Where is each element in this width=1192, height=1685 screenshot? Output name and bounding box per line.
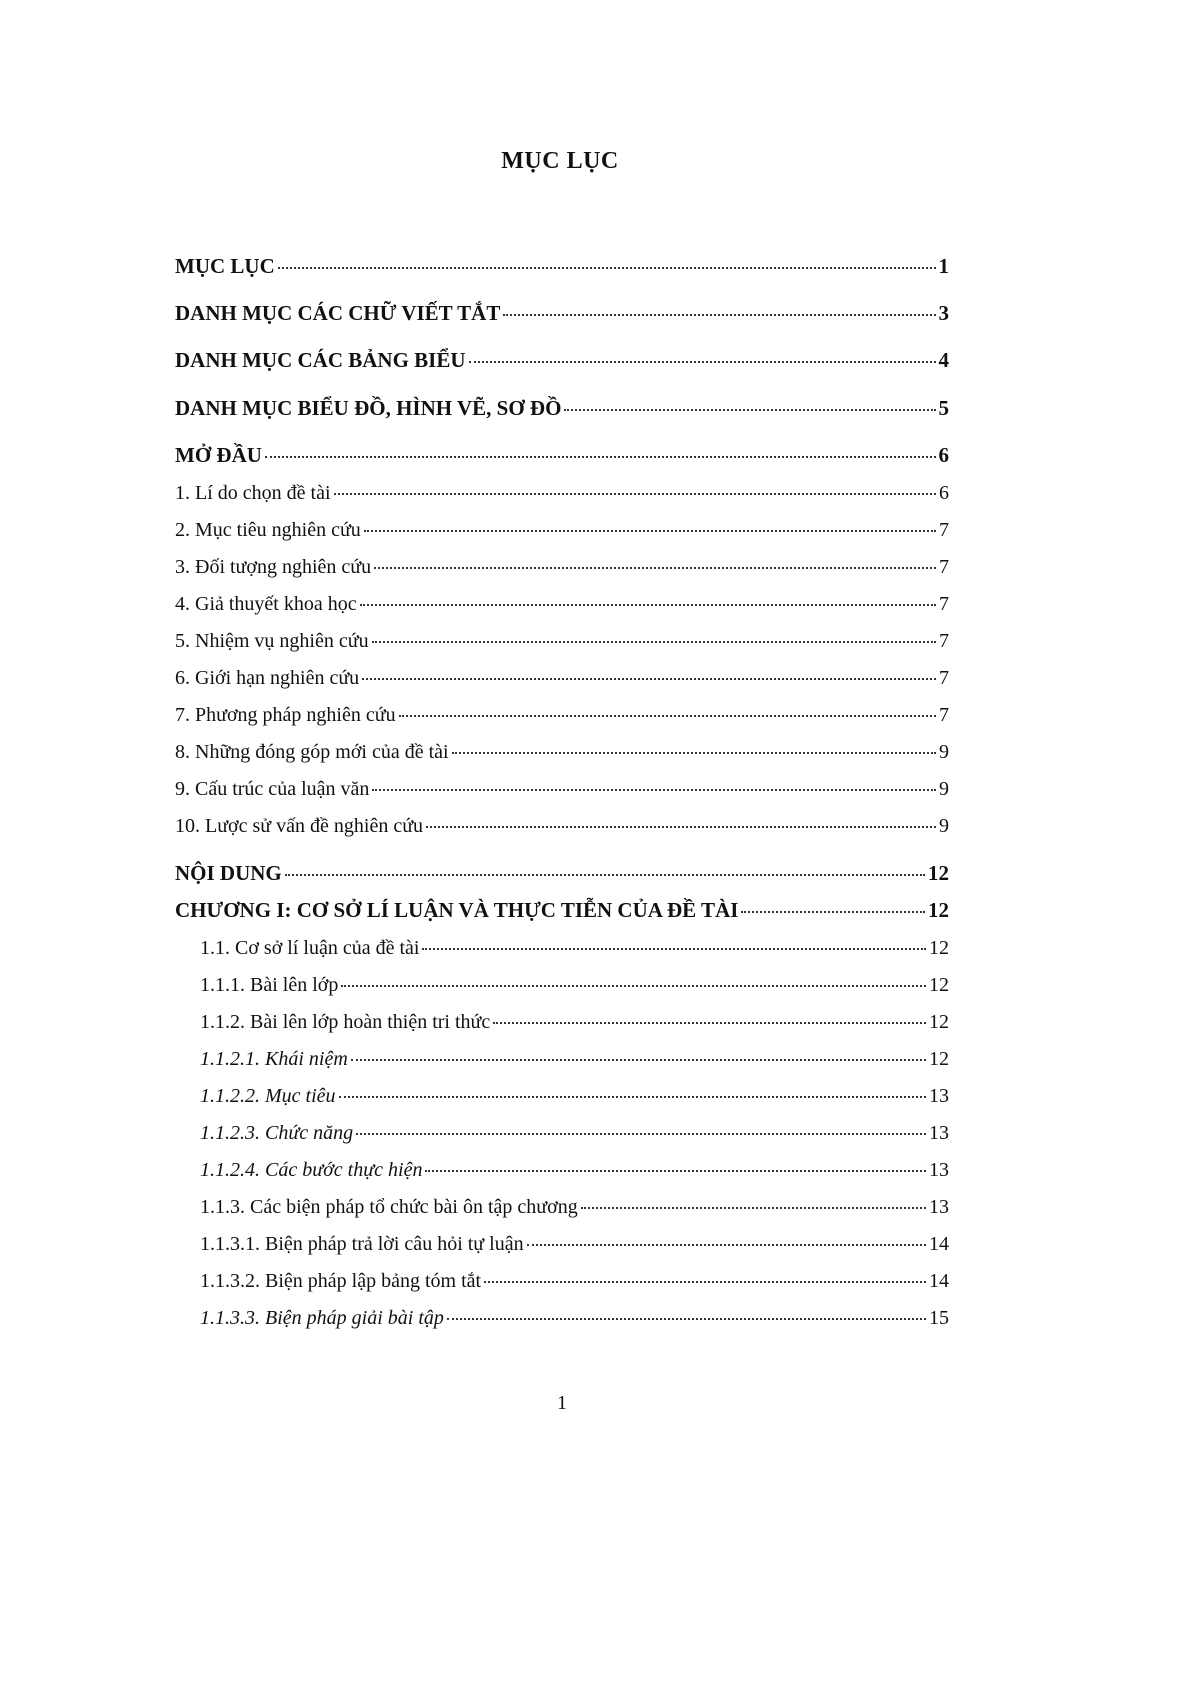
toc-entry-chapter-1[interactable] [175, 898, 949, 922]
toc-entry[interactable] [175, 555, 949, 579]
toc-entry-page: 7 [939, 593, 949, 615]
toc-entry-label: 9. Cấu trúc của luận văn [175, 778, 370, 800]
dot-leader [278, 267, 936, 269]
dot-leader [484, 1281, 926, 1283]
toc-entry-page: 12 [929, 974, 949, 996]
toc-entry[interactable] [200, 1084, 949, 1108]
toc-entry-label: DANH MỤC CÁC BẢNG BIỂU [175, 348, 466, 372]
toc-entry-page: 1 [938, 254, 949, 278]
toc-entry-page: 12 [929, 1011, 949, 1033]
toc-entry[interactable] [200, 1306, 949, 1330]
page-title: MỤC LỤC [501, 148, 619, 174]
toc-entry-content[interactable] [175, 861, 949, 885]
toc-entry[interactable] [200, 936, 949, 960]
toc-entry-label: 1.1.2.4. Các bước thực hiện [200, 1159, 423, 1181]
dot-leader [334, 493, 936, 495]
toc-entry[interactable] [200, 1269, 949, 1293]
dot-leader [452, 752, 936, 754]
toc-entry-label: 8. Những đóng góp mới của đề tài [175, 741, 449, 763]
toc-entry-page: 14 [929, 1270, 949, 1292]
toc-entry[interactable] [175, 592, 949, 616]
dot-leader [741, 911, 925, 913]
dot-leader [360, 604, 936, 606]
dot-leader [564, 409, 935, 411]
toc-entry-page: 9 [939, 815, 949, 837]
toc-entry[interactable] [175, 518, 949, 542]
dot-leader [356, 1133, 926, 1135]
toc-entry-muc-luc[interactable] [175, 254, 949, 278]
toc-entry[interactable] [200, 1121, 949, 1145]
toc-entry-label: NỘI DUNG [175, 861, 282, 885]
toc-entry-label: 4. Giả thuyết khoa học [175, 593, 357, 615]
toc-entry[interactable] [175, 629, 949, 653]
toc-entry[interactable] [175, 703, 949, 727]
toc-entry-label: 10. Lược sử vấn đề nghiên cứu [175, 815, 424, 837]
dot-leader [447, 1318, 926, 1320]
toc-entry-page: 14 [929, 1233, 949, 1255]
toc-entry-label: 1.1.3.3. Biện pháp giải bài tập [200, 1307, 444, 1329]
toc-entry-page: 12 [928, 898, 949, 922]
dot-leader [469, 361, 936, 363]
toc-entry[interactable] [200, 1195, 949, 1219]
toc-entry-label: 1.1.2. Bài lên lớp hoàn thiện tri thức [200, 1011, 491, 1033]
toc-entry-page: 6 [938, 443, 949, 467]
dot-leader [527, 1244, 926, 1246]
dot-leader [426, 826, 936, 828]
toc-entry[interactable] [175, 481, 949, 505]
toc-entry-label: 7. Phương pháp nghiên cứu [175, 704, 396, 726]
toc-entry-label: 1. Lí do chọn đề tài [175, 482, 331, 504]
toc-entry-page: 5 [938, 396, 949, 420]
toc-entry-page: 13 [929, 1085, 949, 1107]
toc-entry-label: 1.1.3.1. Biện pháp trả lời câu hỏi tự luận [200, 1233, 524, 1255]
dot-leader [372, 789, 936, 791]
toc-entry[interactable] [175, 666, 949, 690]
toc-entry-label: DANH MỤC CÁC CHỮ VIẾT TẮT [175, 301, 501, 325]
toc-entry[interactable] [200, 1010, 949, 1034]
dot-leader [581, 1207, 926, 1209]
toc-entry-page: 13 [929, 1196, 949, 1218]
dot-leader [362, 678, 936, 680]
toc-entry-figures[interactable] [175, 396, 949, 420]
dot-leader [265, 456, 936, 458]
toc-entry-abbreviations[interactable] [175, 301, 949, 325]
toc-entry-page: 13 [929, 1159, 949, 1181]
toc-entry[interactable] [175, 814, 949, 838]
dot-leader [425, 1170, 926, 1172]
toc-entry-page: 9 [939, 741, 949, 763]
toc-entry-introduction[interactable] [175, 443, 949, 467]
dot-leader [285, 874, 925, 876]
toc-entry-page: 13 [929, 1122, 949, 1144]
dot-leader [374, 567, 936, 569]
toc-entry-label: DANH MỤC BIỂU ĐỒ, HÌNH VẼ, SƠ ĐỒ [175, 396, 562, 420]
toc-entry-label: MỤC LỤC [175, 254, 275, 278]
dot-leader [372, 641, 936, 643]
toc-entry-page: 12 [928, 861, 949, 885]
dot-leader [399, 715, 936, 717]
toc-entry[interactable] [200, 1047, 949, 1071]
toc-entry-page: 4 [938, 348, 949, 372]
toc-entry-tables[interactable] [175, 348, 949, 372]
toc-entry-page: 12 [929, 1048, 949, 1070]
toc-entry-label: 2. Mục tiêu nghiên cứu [175, 519, 361, 541]
dot-leader [422, 948, 926, 950]
page-number: 1 [557, 1392, 567, 1414]
toc-entry[interactable] [200, 973, 949, 997]
toc-entry-label: 1.1.2.2. Mục tiêu [200, 1085, 336, 1107]
toc-entry-label: 3. Đối tượng nghiên cứu [175, 556, 372, 578]
toc-entry[interactable] [200, 1158, 949, 1182]
toc-entry-page: 7 [939, 556, 949, 578]
toc-entry-page: 7 [939, 667, 949, 689]
toc-entry-page: 7 [939, 519, 949, 541]
toc-entry-label: 5. Nhiệm vụ nghiên cứu [175, 630, 369, 652]
toc-entry-page: 12 [929, 937, 949, 959]
toc-entry-label: 1.1.2.1. Khái niệm [200, 1048, 348, 1070]
dot-leader [493, 1022, 926, 1024]
toc-entry-label: MỞ ĐẦU [175, 443, 262, 467]
toc-entry-label: 1.1.3. Các biện pháp tổ chức bài ôn tập chương [200, 1196, 578, 1218]
dot-leader [503, 314, 935, 316]
dot-leader [351, 1059, 926, 1061]
dot-leader [339, 1096, 926, 1098]
toc-entry-page: 7 [939, 630, 949, 652]
toc-entry-label: 1.1.3.2. Biện pháp lập bảng tóm tắt [200, 1270, 482, 1292]
toc-entry-page: 3 [938, 301, 949, 325]
toc-entry-label: 1.1.2.3. Chức năng [200, 1122, 354, 1144]
toc-entry-page: 15 [929, 1307, 949, 1329]
toc-entry-label: 6. Giới hạn nghiên cứu [175, 667, 360, 689]
toc-entry-page: 7 [939, 704, 949, 726]
toc-entry[interactable] [175, 777, 949, 801]
dot-leader [364, 530, 936, 532]
toc-entry[interactable] [200, 1232, 949, 1256]
toc-entry-page: 9 [939, 778, 949, 800]
toc-entry-page: 6 [939, 482, 949, 504]
toc-entry-label: 1.1.1. Bài lên lớp [200, 974, 339, 996]
toc-entry[interactable] [175, 740, 949, 764]
toc-entry-label: 1.1. Cơ sở lí luận của đề tài [200, 937, 420, 959]
dot-leader [341, 985, 926, 987]
toc-entry-label: CHƯƠNG I: CƠ SỞ LÍ LUẬN VÀ THỰC TIỄN CỦA ĐỀ TÀI [175, 898, 739, 922]
